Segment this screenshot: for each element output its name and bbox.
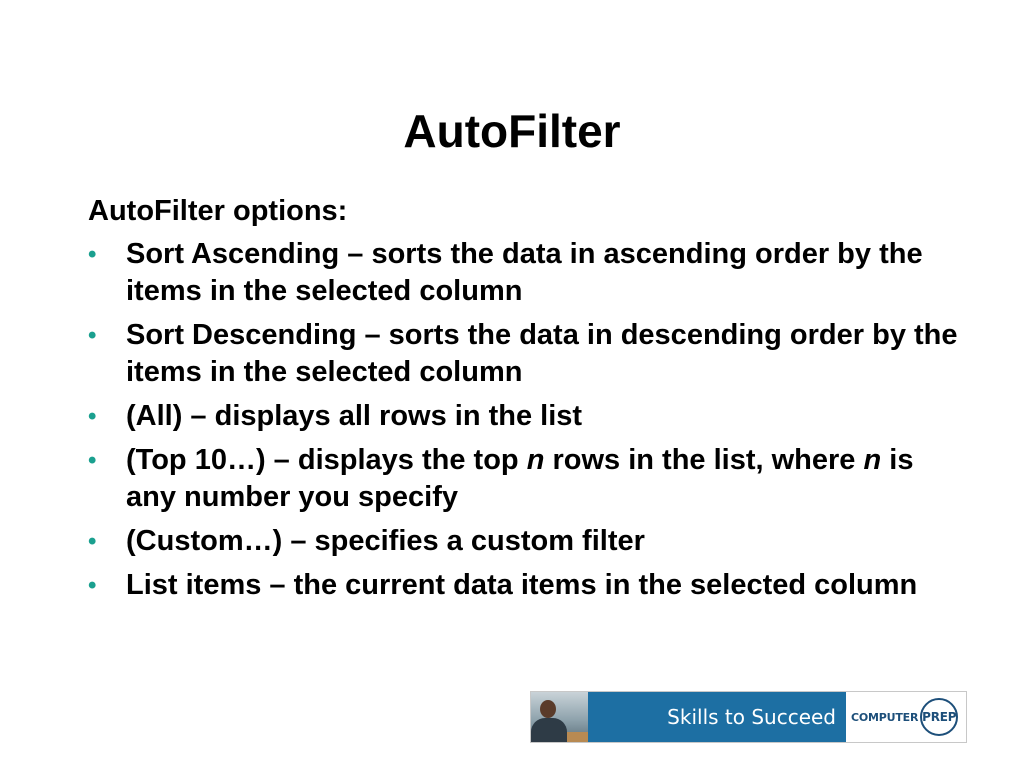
bullet-text: (Custom…) – specifies a custom filter xyxy=(126,525,645,557)
bullet-icon: • xyxy=(88,322,97,349)
bullet-text-part: (Top 10…) – displays the top xyxy=(126,444,527,476)
footer-banner xyxy=(530,691,967,743)
bullet-text-part: rows in the list, where xyxy=(544,444,864,476)
bullet-item xyxy=(88,398,968,435)
bullet-text: Sort Ascending – sorts the data in ascending order by the items in the selected column xyxy=(126,238,923,307)
photo-person-head xyxy=(540,700,556,718)
bullet-text: List items – the current data items in the selected column xyxy=(126,569,918,601)
bullet-icon: • xyxy=(88,241,97,268)
variable-n: n xyxy=(863,444,882,476)
bullet-icon: • xyxy=(88,528,97,555)
bullet-item xyxy=(88,236,968,310)
bullet-icon: • xyxy=(88,447,97,474)
bullet-icon: • xyxy=(88,403,97,430)
logo-text-prep: PREP xyxy=(920,698,958,736)
bullet-item xyxy=(88,317,968,391)
bullet-list xyxy=(88,236,968,604)
photo-person-body xyxy=(531,718,567,742)
intro-text: AutoFilter options: xyxy=(88,195,348,227)
bullet-icon: • xyxy=(88,572,97,599)
bullet-item xyxy=(88,442,968,516)
variable-n: n xyxy=(526,444,545,476)
banner-photo xyxy=(531,692,588,742)
bullet-text-part: is any number you specify xyxy=(126,444,914,513)
bullet-text: Sort Descending – sorts the data in descending order by the items in the selected column xyxy=(126,319,958,388)
bullet-item xyxy=(88,523,968,560)
bullet-text: (All) – displays all rows in the list xyxy=(126,400,583,432)
banner-slogan: Skills to Succeed xyxy=(588,692,846,742)
logo-text-computer: COMPUTER xyxy=(851,710,919,724)
bullet-item xyxy=(88,567,968,604)
slide-title: AutoFilter xyxy=(403,105,621,157)
computerprep-logo xyxy=(846,692,966,742)
slide-body xyxy=(88,193,968,611)
